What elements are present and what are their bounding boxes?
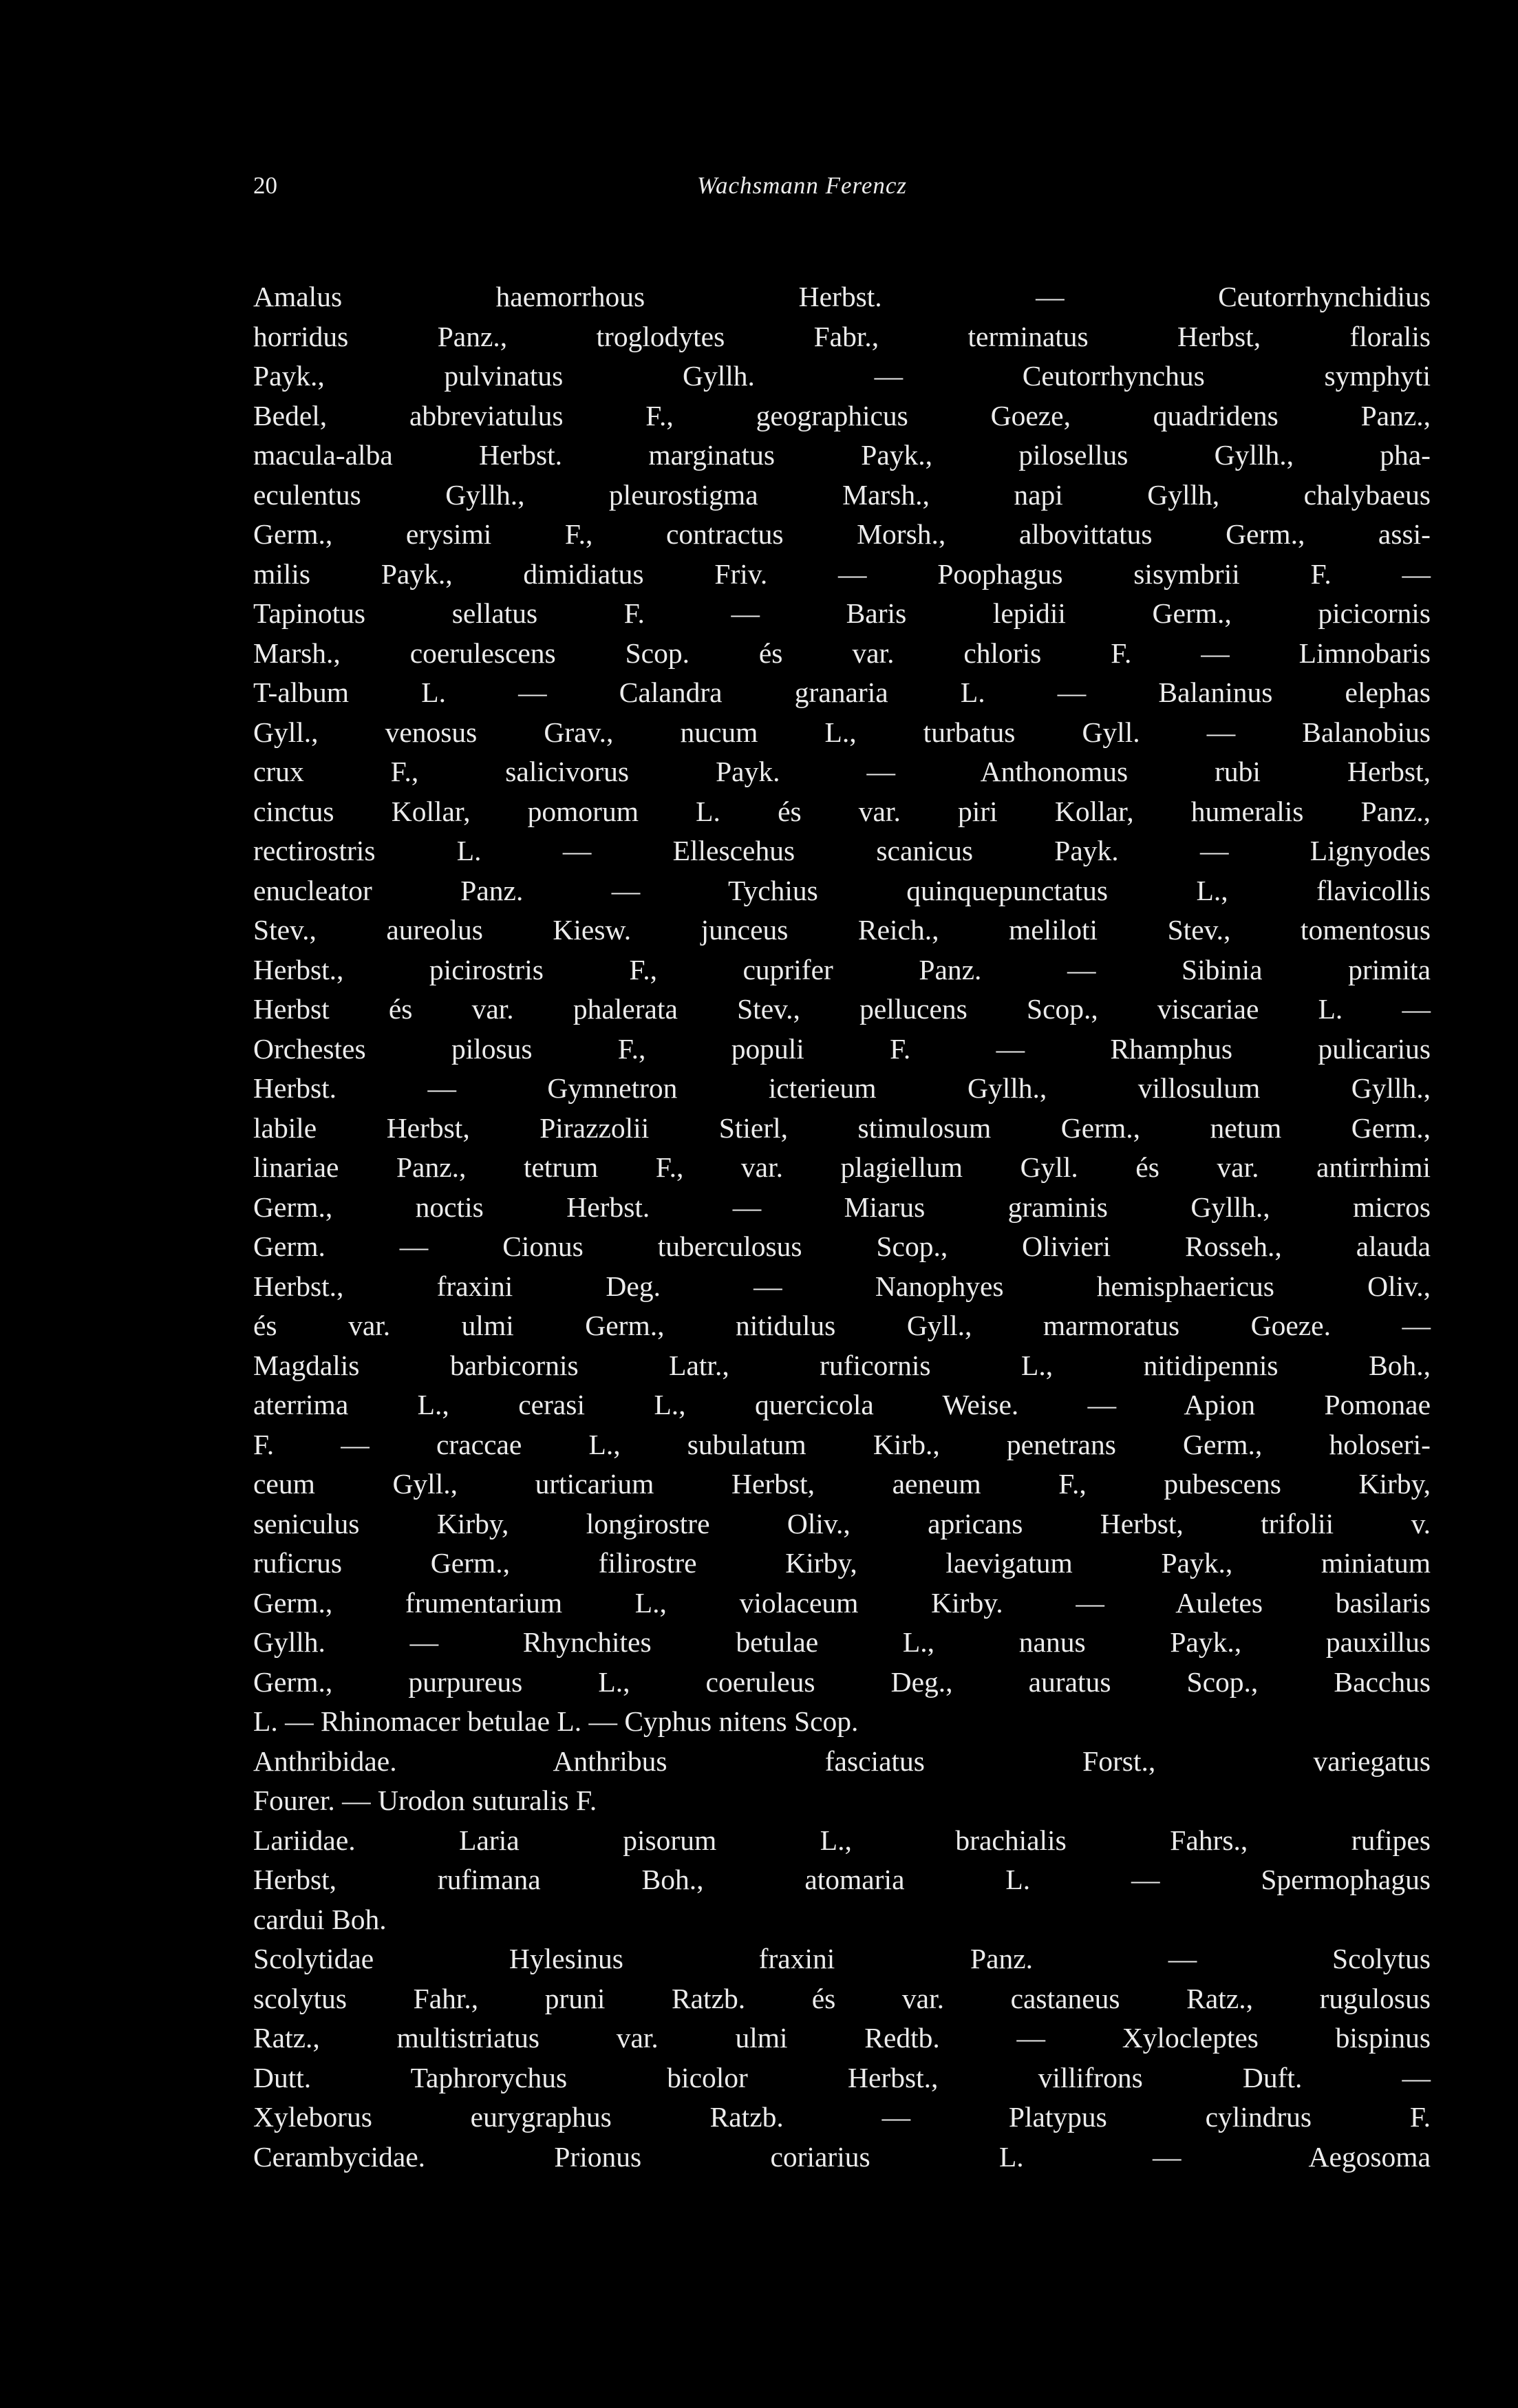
text-line: Germ., purpureus L., coeruleus Deg., auratus Scop., Bacchus <box>253 1665 1431 1698</box>
text-line: Payk., pulvinatus Gyllh. — Ceutorrhynchus symphyti <box>253 360 1431 392</box>
text-line: labile Herbst, Pirazzolii Stierl, stimulosum Germ., netum Germ., <box>253 1111 1431 1144</box>
text-line: Amalus haemorrhous Herbst. — Ceutorrhynchidius <box>253 281 1431 312</box>
text-line: crux F., salicivorus Payk. — Anthonomus rubi Herbst, <box>253 756 1431 787</box>
text-line: cardui Boh. <box>253 1903 387 1935</box>
running-title: Wachsmann Ferencz <box>697 172 908 199</box>
text-line: milis Payk., dimidiatus Friv. — Poophagus sisymbrii F. — <box>253 557 1431 590</box>
text-line: Fourer. — Urodon suturalis F. <box>253 1784 597 1816</box>
text-line: linariae Panz., tetrum F., var. plagiellum Gyll. és var. antirrhimi <box>253 1151 1431 1183</box>
text-line: ruficrus Germ., filirostre Kirby, laevigatum Payk., miniatum <box>253 1547 1431 1579</box>
text-line: Herbst. — Gymnetron icterieum Gyllh., villosulum Gyllh., <box>253 1072 1431 1104</box>
text-line: F. — craccae L., subulatum Kirb., penetrans Germ., holoseri- <box>253 1428 1431 1460</box>
text-line: scolytus Fahr., pruni Ratzb. és var. castaneus Ratz., rugulosus <box>253 1982 1431 2014</box>
text-line: Herbst., fraxini Deg. — Nanophyes hemisphaericus Oliv., <box>253 1270 1431 1302</box>
text-line: macula-alba Herbst. marginatus Payk., pilosellus Gyllh., pha- <box>253 439 1431 471</box>
text-line: seniculus Kirby, longirostre Oliv., apricans Herbst, trifolii v. <box>253 1507 1431 1539</box>
text-line: Herbst és var. phalerata Stev., pellucens Scop., viscariae L. — <box>253 993 1431 1025</box>
text-line: Germ., frumentarium L., violaceum Kirby. — Auletes basilaris <box>253 1586 1431 1619</box>
text-line: horridus Panz., troglodytes Fabr., terminatus Herbst, floralis <box>253 320 1431 352</box>
text-line: eculentus Gyllh., pleurostigma Marsh., napi Gyllh, chalybaeus <box>253 478 1431 511</box>
text-line: Germ., noctis Herbst. — Miarus graminis Gyllh., micros <box>253 1191 1431 1223</box>
text-line: Xyleborus eurygraphus Ratzb. — Platypus cylindrus F. <box>253 2101 1431 2133</box>
text-line: L. — Rhinomacer betulae L. — Cyphus nitens Scop. <box>253 1705 859 1737</box>
text-line: Orchestes pilosus F., populi F. — Rhamphus pulicarius <box>253 1032 1431 1065</box>
text-line: Magdalis barbicornis Latr., ruficornis L., nitidipennis Boh., <box>253 1349 1431 1381</box>
page-number: 20 <box>253 172 277 199</box>
text-line: Herbst, rufimana Boh., atomaria L. — Spermophagus <box>253 1864 1431 1895</box>
text-line: T-album L. — Calandra granaria L. — Balaninus elephas <box>253 676 1431 708</box>
text-line: Dutt. Taphrorychus bicolor Herbst., villifrons Duft. — <box>253 2061 1431 2093</box>
text-line: Germ., erysimi F., contractus Morsh., albovittatus Germ., assi- <box>253 518 1431 550</box>
text-line: enucleator Panz. — Tychius quinquepunctatus L., flavicollis <box>253 874 1431 906</box>
text-line: aterrima L., cerasi L., quercicola Weise. — Apion Pomonae <box>253 1389 1431 1420</box>
text-line: Herbst., picirostris F., cuprifer Panz. — Sibinia primita <box>253 953 1431 985</box>
text-line: Gyllh. — Rhynchites betulae L., nanus Payk., pauxillus <box>253 1626 1431 1658</box>
text-line: Scolytidae Hylesinus fraxini Panz. — Scolytus <box>253 1943 1431 1974</box>
page-header <box>253 172 1373 213</box>
text-line: Bedel, abbreviatulus F., geographicus Goeze, quadridens Panz., <box>253 399 1431 431</box>
body-text <box>253 277 1431 2177</box>
text-line: ceum Gyll., urticarium Herbst, aeneum F., pubescens Kirby, <box>253 1468 1431 1500</box>
text-line: Anthribidae. Anthribus fasciatus Forst., variegatus <box>253 1745 1431 1777</box>
text-line: Germ. — Cionus tuberculosus Scop., Olivieri Rosseh., alauda <box>253 1230 1431 1262</box>
text-line: Cerambycidae. Prionus coriarius L. — Aegosoma <box>253 2140 1431 2173</box>
text-line: Marsh., coerulescens Scop. és var. chloris F. — Limnobaris <box>253 637 1431 669</box>
text-line: rectirostris L. — Ellescehus scanicus Payk. — Lignyodes <box>253 835 1431 866</box>
text-line: Ratz., multistriatus var. ulmi Redtb. — Xylocleptes bispinus <box>253 2022 1431 2054</box>
text-line: Lariidae. Laria pisorum L., brachialis Fahrs., rufipes <box>253 1824 1431 1856</box>
text-line: Gyll., venosus Grav., nucum L., turbatus Gyll. — Balanobius <box>253 716 1431 748</box>
text-line: és var. ulmi Germ., nitidulus Gyll., marmoratus Goeze. — <box>253 1310 1431 1341</box>
text-line: Tapinotus sellatus F. — Baris lepidii Germ., picicornis <box>253 597 1431 629</box>
text-line: Stev., aureolus Kiesw. junceus Reich., meliloti Stev., tomentosus <box>253 914 1431 946</box>
text-line: cinctus Kollar, pomorum L. és var. piri Kollar, humeralis Panz., <box>253 795 1431 827</box>
